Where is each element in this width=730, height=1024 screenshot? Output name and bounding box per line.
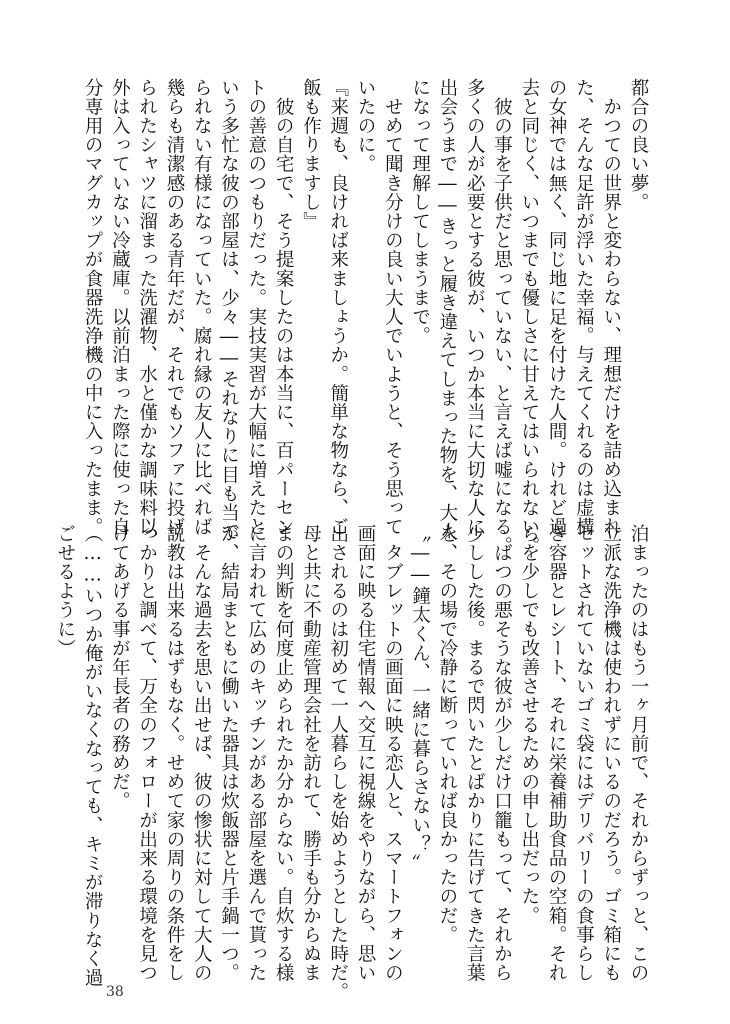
text-line: 外は入っていない冷蔵庫。以前泊まった際に使った自 (109, 78, 131, 537)
text-line: 立派な洗浄機は使われずにいるのだろう。ゴミ箱にも (600, 524, 622, 983)
text-line: られない有様になっていた。腐れ縁の友人に比べれば (191, 78, 213, 537)
text-line: に言われて広めのキッチンがある部屋を選んで貰った (245, 524, 267, 983)
text-line: た、そんな足許が浮いた幸福。与えてくれるのは虚構 (573, 78, 595, 537)
text-line: まの判断を何度止められたか分からない。自炊する様 (273, 524, 295, 983)
text-line: かつての世界と変わらない、理想だけを詰め込まれ (600, 78, 622, 537)
text-line: 出されるのは初めて一人暮らしを始めようとした時だ。 (327, 524, 349, 1002)
text-line: ばつの悪そうな彼が少しだけ口籠もって、それから (491, 524, 513, 983)
text-line: せめて聞き分けの良い大人でいようと、そう思って (382, 78, 404, 537)
text-line: そんな過去を思い出せば、彼の惨状に対して大人の (191, 524, 213, 983)
text-line: 少しした後。まるで閃いたとばかりに告げてきた言葉 (464, 524, 486, 983)
page-number: 38 (106, 984, 124, 1000)
text-line: き容器とレシート、それに栄養補助食品の空箱。それ (546, 524, 568, 983)
text-line: けてあげる事が年長者の務めだ。 (109, 524, 131, 811)
text-line: 『来週も、良ければ来ましょうか。簡単な物なら、ご (327, 78, 349, 537)
text-line: 去と同じく、いつまでも優しさに甘えてはいられない。 (518, 78, 540, 556)
text-line: を、その場で冷静に断っていれば良かったのだ。 (436, 524, 458, 945)
text-line: が、結局まともに働いた器具は炊飯器と片手鍋一つ。 (218, 524, 240, 983)
text-line: 画面に映る住宅情報へ交互に視線をやりながら、思い (355, 524, 377, 983)
text-line: 説教は出来るはずもなく。せめて家の周りの条件をし (163, 524, 185, 983)
text-line: いう多忙な彼の部屋は、少々――それなりに目も当て (218, 78, 240, 542)
text-line: 〝――鐘太くん、一緒に暮らさない？〟 (409, 524, 431, 873)
top-text-block (82, 78, 652, 556)
text-line: 母と共に不動産管理会社を訪れて、勝手も分からぬま (300, 524, 322, 983)
text-line: 泊まったのはもう一ヶ月前で、それからずっと、この (628, 524, 649, 983)
text-line: らを少しでも改善させるための申し出だった。 (518, 524, 540, 926)
text-line: 出会うまで――きっと履き違えてしまった物を、大人 (436, 78, 458, 542)
text-line: トの善意のつもりだった。実技実習が大幅に増えたと (245, 78, 267, 537)
text-line: 彼の自宅で、そう提案したのは本当に、百パーセン (273, 78, 295, 537)
text-line: 彼の事を子供だと思っていない、と言えば嘘になる。 (491, 78, 513, 556)
text-line: られたシャツに溜まった洗濯物、水と僅かな調味料以 (136, 78, 158, 537)
text-line: 飯も作りますし』 (300, 78, 322, 231)
text-line: 多くの人が必要とする彼が、いつか本当に大切な人に (464, 78, 486, 537)
text-line: セットされていないゴミ袋にはデリバリーの食事らし (573, 524, 595, 983)
text-line: になって理解してしまうまで。 (409, 78, 431, 346)
text-line: の女神では無く、同じ地に足を付けた人間。けれど過 (546, 78, 568, 537)
text-line: 幾らも清潔感のある青年だが、それでもソファに投げ (163, 78, 185, 537)
text-line: 分専用のマグカップが食器洗浄機の中に入ったまま。 (82, 78, 104, 537)
text-line: タブレットの画面に映る恋人と、スマートフォンの (382, 524, 404, 983)
text-line: っかりと調べて、万全のフォローが出来る環境を見つ (136, 524, 158, 983)
text-line: いたのに。 (355, 78, 377, 174)
text-line: 都合の良い夢。 (628, 78, 649, 212)
text-line: （……いつか俺がいなくなっても、キミが滞りなく過 (82, 524, 104, 988)
text-line: ごせるように） (54, 524, 76, 658)
